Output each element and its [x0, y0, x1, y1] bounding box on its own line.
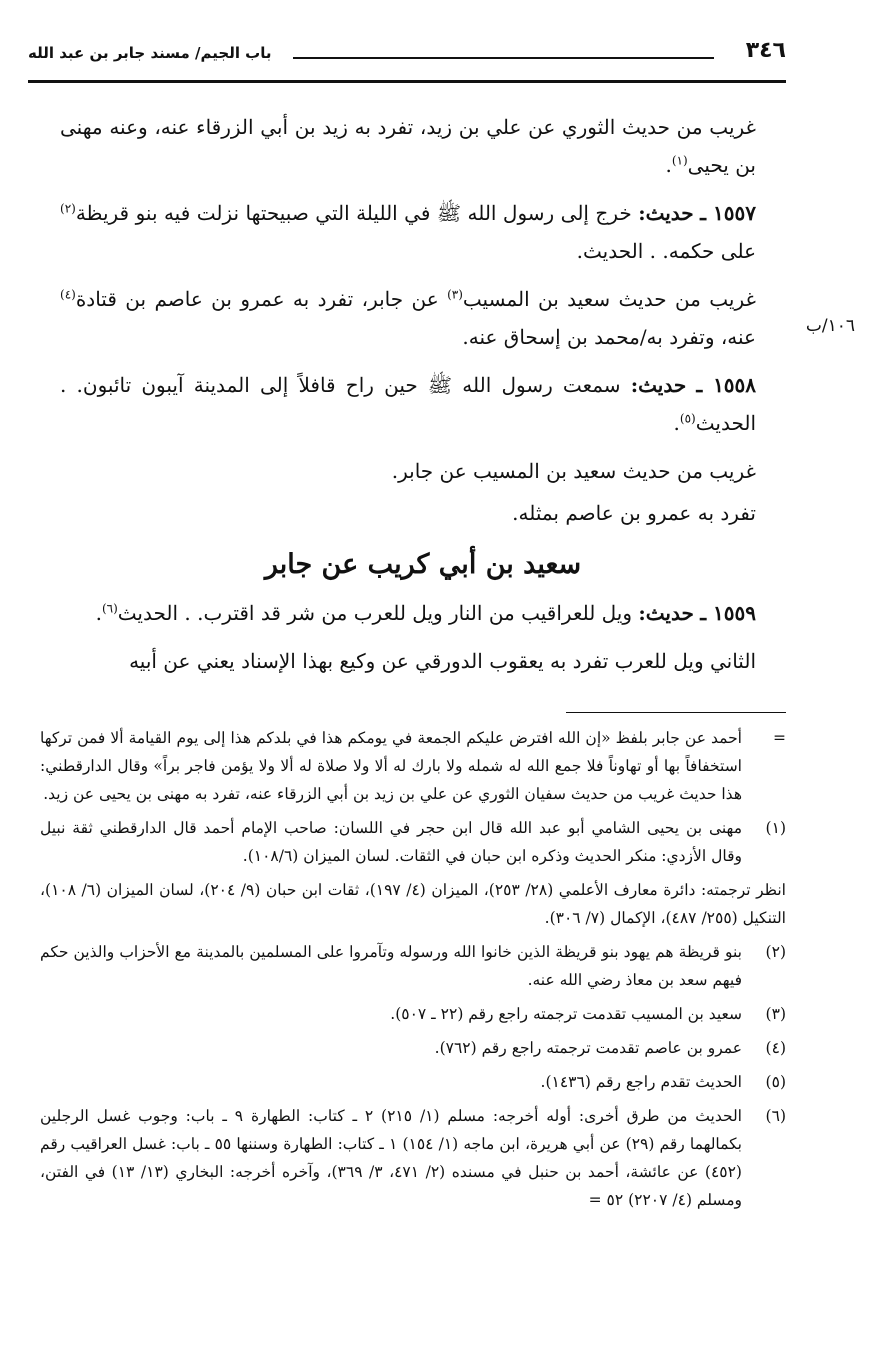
hadith-number: ١٥٥٧ ـ [700, 201, 756, 225]
footnote-4 [40, 1034, 786, 1062]
footnote-mark: (٣) [765, 1005, 786, 1023]
footnote-continued [40, 724, 786, 808]
footnote-1-continuation: انظر ترجمته: دائرة معارف الأعلمي (٢٨/ ٢٥٣)، الميزان (٤/ ١٩٧)، ثقات ابن حبان (٩/ ٢٠٤)، لسان الميزان (٦/ ١٠٨)، التنكيل (٢٥٥/ ٤٨٧)، الإكمال (٧/ ٣٠٦). [40, 881, 786, 927]
hadith-text: سمعت رسول الله ﷺ حين راح قافلاً إلى المدينة آيبون تائبون. . الحديث [60, 373, 756, 435]
footnote-ref: (٤) [60, 287, 76, 302]
paragraph-text: عن جابر، تفرد به عمرو بن عاصم بن قتادة [75, 287, 439, 311]
footnote-ref: (٢) [60, 201, 76, 216]
page-number: ٣٤٦ [745, 38, 786, 63]
paragraph-text: غريب من حديث الثوري عن علي بن زيد، تفرد به زيد بن أبي الزرقاء عنه، وعنه مهنى بن يحيى [60, 115, 756, 177]
hadith-number: ١٥٥٨ ـ [696, 373, 757, 397]
footnote-text: سعيد بن المسيب تقدمت ترجمته راجع رقم (٢٢ ـ ٥٠٧). [390, 1005, 742, 1023]
footnote-ref: (٣) [447, 287, 463, 302]
footnote-ref: (١) [671, 153, 688, 168]
footnote-text: مهنى بن يحيى الشامي أبو عبد الله قال ابن حجر في اللسان: صاحب الإمام أحمد قال الدارقطني ثقة نبيل وقال الأزدي: منكر الحديث وذكره ابن حبان في الثقات. لسان الميزان (١٠٨/٦). [40, 819, 742, 865]
footnote-ref: (٥) [679, 411, 696, 426]
header-dash-line [293, 57, 714, 59]
footnote-3 [40, 1000, 786, 1028]
footnote-6 [40, 1102, 786, 1214]
hadith-text: على حكمه. . الحديث. [576, 239, 756, 263]
footnote-mark: (١) [765, 819, 786, 837]
paragraph-text: عنه، وتفرد به/محمد بن إسحاق عنه. [462, 325, 756, 349]
paragraph-thani: الثاني ويل للعرب تفرد به يعقوب الدورقي عن وكيع بهذا الإسناد يعني عن أبيه [129, 649, 756, 673]
footnote-2 [40, 938, 786, 994]
footnote-mark: = [773, 729, 786, 747]
footnote-1 [40, 814, 786, 870]
hadith-1557 [60, 194, 786, 270]
footnote-mark: (٦) [765, 1107, 786, 1125]
header-rule [28, 80, 786, 83]
footnote-mark: (٢) [765, 943, 786, 961]
footnote-text: الحديث تقدم راجع رقم (١٤٣٦). [540, 1073, 742, 1091]
hadith-label: حديث: [638, 601, 694, 625]
paragraph-gharib-thawri: غريب من حديث الثوري عن علي بن زيد، تفرد به زيد بن أبي الزرقاء عنه، وعنه مهنى بن يحيى$^{(١)}$. [60, 115, 756, 177]
footnote-text: الحديث من طرق أخرى: أوله أخرجه: مسلم (١/ ٢١٥) ٢ ـ كتاب: الطهارة ٩ ـ باب: وجوب غسل الرجلين بكمالهما رقم (٢٩) عن أبي هريرة، ابن ماجه (١/ ١٥٤) ١ ـ كتاب: الطهارة وسننها ٥٥ ـ باب: غسل العراقيب رقم (٤٥٢) عن عائشة، أحمد بن حنبل في مسنده (٢/ ٤٧١، ٣/ ٣٦٩)، وآخره أخرجه: البخاري (١٣/ ١٣) في الفتن، ومسلم (٤/ ٢٢٠٧) ٥٢ = [40, 1107, 742, 1209]
footnote-text: بنو قريظة هم يهود بنو قريظة الذين خانوا الله ورسوله وتآمروا على المسلمين بالمدينة مع الأحزاب والذين حكم فيهم سعد بن معاذ رضي الله عنه. [40, 943, 742, 989]
footnote-mark: (٥) [765, 1073, 786, 1091]
footnote-text: أحمد عن جابر بلفظ «إن الله افترض عليكم الجمعة في يومكم هذا في بلدكم هذا إلى يوم القيامة ألا فمن تركها استخفافاً بها أو تهاوناً فلا جمع الله له شمله ولا بارك له ألا ولا صلاة له ألا ولا يؤمن فاجر براً» وقال الدارقطني: هذا حديث غريب من حديث سفيان الثوري عن علي بن زيد بن أبي الزرقاء عنه، تفرد به مهنى بن يحيى عن زيد. [40, 729, 742, 803]
paragraph-text: غريب من حديث سعيد بن المسيب [462, 287, 756, 311]
footnote-text: عمرو بن عاصم تقدمت ترجمته راجع رقم (٧٦٢). [434, 1039, 742, 1057]
hadith-text: خرج إلى رسول الله ﷺ في الليلة التي صبيحتها نزلت فيه بنو قريظة [75, 201, 632, 225]
footnote-5 [40, 1068, 786, 1096]
hadith-label: حديث: [630, 373, 687, 397]
paragraph-tafarrad: تفرد به عمرو بن عاصم بمثله. [512, 501, 756, 525]
hadith-text: ويل للعراقيب من النار ويل للعرب من شر قد اقترب. . الحديث [117, 601, 633, 625]
footnote-ref: (٦) [101, 601, 118, 616]
main-text [60, 108, 786, 690]
footnote-mark: (٤) [765, 1039, 786, 1057]
header-title: باب الجيم/ مسند جابر بن عبد الله [28, 44, 272, 62]
section-heading: سعيد بن أبي كريب عن جابر [264, 549, 582, 580]
footnote-separator [566, 712, 786, 713]
paragraph-gharib-musayyib [60, 280, 786, 356]
hadith-1558: ١٥٥٨ ـ حديث: سمعت رسول الله ﷺ حين راح قافلاً إلى المدينة آيبون تائبون. . الحديث$^{(٥)}$. [60, 373, 757, 435]
footnotes [40, 724, 786, 1220]
hadith-label: حديث: [638, 201, 694, 225]
running-header [28, 38, 786, 70]
hadith-1559: ١٥٥٩ ـ حديث: ويل للعراقيب من النار ويل للعرب من شر قد اقترب. . الحديث$^{(٦)}$. [95, 601, 756, 625]
hadith-number: ١٥٥٩ ـ [700, 601, 756, 625]
margin-folio-note: ١٠٦/ب [805, 316, 855, 336]
paragraph-gharib-jabir: غريب من حديث سعيد بن المسيب عن جابر. [391, 459, 756, 483]
